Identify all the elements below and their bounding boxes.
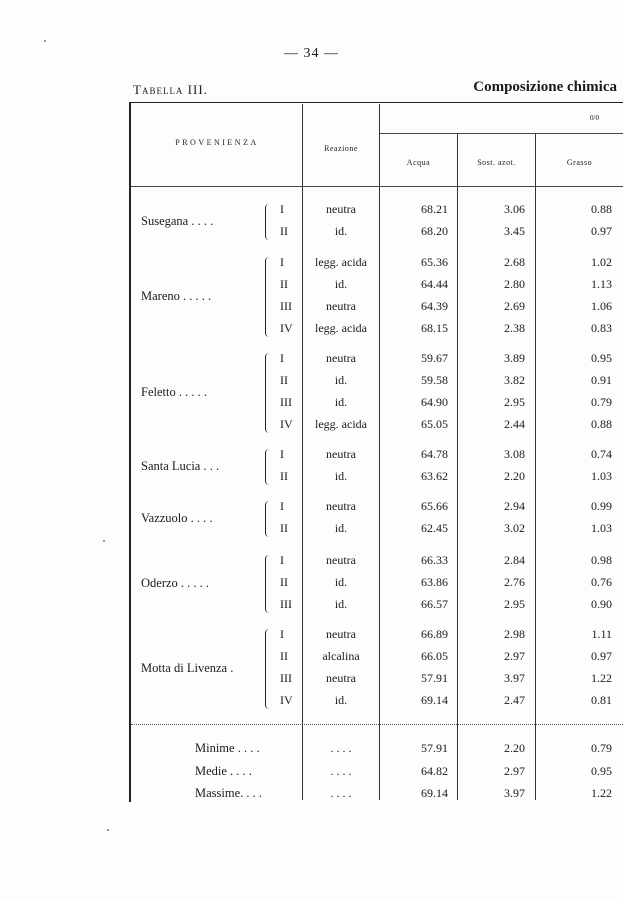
sample-number: I: [280, 202, 284, 216]
sost-azot-cell: 2.84: [504, 553, 525, 567]
reazione-cell: id.: [334, 277, 348, 291]
sample-number: II: [280, 521, 288, 535]
summary-label: Medie . . . .: [195, 764, 252, 778]
summary-sost-azot: 2.20: [504, 741, 525, 755]
acqua-cell: 69.14: [421, 693, 448, 707]
summary-label: Minime . . . .: [195, 741, 260, 755]
table-top-rule: [129, 102, 623, 103]
location-label: Vazzuolo . . . .: [141, 511, 213, 525]
sost-azot-cell: 2.94: [504, 499, 525, 513]
reazione-cell: neutra: [326, 553, 356, 567]
sost-azot-cell: 3.06: [504, 202, 525, 216]
sost-azot-cell: 2.68: [504, 255, 525, 269]
sost-azot-cell: 3.82: [504, 373, 525, 387]
summary-reazione: . . . .: [330, 786, 352, 800]
acqua-cell: 68.20: [421, 224, 448, 238]
sost-azot-cell: 3.02: [504, 521, 525, 535]
acqua-cell: 66.05: [421, 649, 448, 663]
grasso-cell: 0.95: [591, 351, 612, 365]
grasso-cell: 0.98: [591, 553, 612, 567]
header-subrule: [379, 133, 623, 134]
header-provenienza: PROVENIENZA: [175, 138, 259, 147]
acqua-cell: 63.62: [421, 469, 448, 483]
reazione-cell: id.: [334, 373, 348, 387]
acqua-cell: 65.66: [421, 499, 448, 513]
reazione-cell: neutra: [326, 299, 356, 313]
sample-number: I: [280, 627, 284, 641]
sample-number: I: [280, 553, 284, 567]
reazione-cell: neutra: [326, 447, 356, 461]
group-brace: [265, 501, 272, 537]
grasso-cell: 0.79: [591, 395, 612, 409]
acqua-cell: 64.90: [421, 395, 448, 409]
reazione-cell: neutra: [326, 671, 356, 685]
sample-number: II: [280, 224, 288, 238]
header-percent: 0/0: [590, 114, 599, 122]
grasso-cell: 0.91: [591, 373, 612, 387]
grasso-cell: 1.11: [591, 627, 612, 641]
summary-sost-azot: 2.97: [504, 764, 525, 778]
grasso-cell: 1.13: [591, 277, 612, 291]
summary-grasso: 0.79: [591, 741, 612, 755]
group-brace: [265, 629, 272, 709]
table-left-rule: [129, 102, 131, 802]
sost-azot-cell: 2.38: [504, 321, 525, 335]
location-label: Oderzo . . . . .: [141, 576, 210, 590]
acqua-cell: 59.58: [421, 373, 448, 387]
header-acqua: Acqua: [406, 158, 431, 167]
summary-acqua: 64.82: [421, 764, 448, 778]
group-brace: [265, 555, 272, 613]
acqua-cell: 68.15: [421, 321, 448, 335]
reazione-cell: neutra: [326, 351, 356, 365]
sample-number: III: [280, 597, 292, 611]
acqua-cell: 66.89: [421, 627, 448, 641]
group-brace: [265, 353, 272, 433]
column-rule: [535, 134, 536, 800]
acqua-cell: 64.39: [421, 299, 448, 313]
grasso-cell: 0.74: [591, 447, 612, 461]
header-sost-azot: Sost. azot.: [477, 158, 516, 167]
sost-azot-cell: 3.97: [504, 671, 525, 685]
grasso-cell: 1.03: [591, 521, 612, 535]
sost-azot-cell: 2.98: [504, 627, 525, 641]
column-rule: [457, 134, 458, 800]
grasso-cell: 0.88: [591, 417, 612, 431]
table-id: Tabella III.: [133, 82, 208, 97]
paper-speck: [103, 540, 105, 542]
acqua-cell: 57.91: [421, 671, 448, 685]
sost-azot-cell: 2.20: [504, 469, 525, 483]
grasso-cell: 0.97: [591, 224, 612, 238]
reazione-cell: id.: [334, 521, 348, 535]
grasso-cell: 1.02: [591, 255, 612, 269]
grasso-cell: 0.99: [591, 499, 612, 513]
acqua-cell: 63.86: [421, 575, 448, 589]
sample-number: II: [280, 373, 288, 387]
reazione-cell: alcalina: [322, 649, 360, 663]
summary-reazione: . . . .: [330, 741, 352, 755]
header-bottom-rule: [131, 186, 623, 187]
reazione-cell: id.: [334, 395, 348, 409]
sost-azot-cell: 3.45: [504, 224, 525, 238]
sample-number: III: [280, 671, 292, 685]
location-label: Mareno . . . . .: [141, 289, 212, 303]
grasso-cell: 0.90: [591, 597, 612, 611]
grasso-cell: 1.22: [591, 671, 612, 685]
reazione-cell: id.: [334, 224, 348, 238]
acqua-cell: 65.05: [421, 417, 448, 431]
sost-azot-cell: 2.47: [504, 693, 525, 707]
sample-number: I: [280, 447, 284, 461]
sost-azot-cell: 2.95: [504, 395, 525, 409]
section-title: Composizione chimica: [473, 79, 617, 95]
location-label: Motta di Livenza .: [141, 661, 234, 675]
reazione-cell: neutra: [326, 627, 356, 641]
summary-sost-azot: 3.97: [504, 786, 525, 800]
sample-number: III: [280, 299, 292, 313]
acqua-cell: 62.45: [421, 521, 448, 535]
reazione-cell: legg. acida: [315, 255, 367, 269]
summary-grasso: 1.22: [591, 786, 612, 800]
column-rule: [379, 104, 380, 800]
sost-azot-cell: 2.69: [504, 299, 525, 313]
sample-number: II: [280, 277, 288, 291]
location-label: Feletto . . . . .: [141, 385, 207, 399]
sost-azot-cell: 2.76: [504, 575, 525, 589]
reazione-cell: id.: [334, 597, 348, 611]
grasso-cell: 0.97: [591, 649, 612, 663]
summary-rule: [131, 724, 623, 725]
summary-acqua: 69.14: [421, 786, 448, 800]
sample-number: IV: [280, 321, 293, 335]
acqua-cell: 64.44: [421, 277, 448, 291]
grasso-cell: 0.81: [591, 693, 612, 707]
header-grasso: Grasso: [566, 158, 593, 167]
summary-grasso: 0.95: [591, 764, 612, 778]
location-label: Santa Lucia . . .: [141, 459, 220, 473]
grasso-cell: 0.76: [591, 575, 612, 589]
sample-number: I: [280, 255, 284, 269]
acqua-cell: 59.67: [421, 351, 448, 365]
reazione-cell: id.: [334, 693, 348, 707]
group-brace: [265, 257, 272, 337]
reazione-cell: legg. acida: [315, 417, 367, 431]
summary-acqua: 57.91: [421, 741, 448, 755]
grasso-cell: 0.83: [591, 321, 612, 335]
sample-number: IV: [280, 417, 293, 431]
sample-number: I: [280, 351, 284, 365]
sample-number: II: [280, 575, 288, 589]
sost-azot-cell: 2.95: [504, 597, 525, 611]
acqua-cell: 65.36: [421, 255, 448, 269]
group-brace: [265, 204, 272, 240]
summary-reazione: . . . .: [330, 764, 352, 778]
sost-azot-cell: 2.44: [504, 417, 525, 431]
sample-number: II: [280, 469, 288, 483]
paper-speck: [107, 829, 109, 831]
location-label: Susegana . . . .: [141, 214, 214, 228]
summary-label: Massime. . . .: [195, 786, 263, 800]
group-brace: [265, 449, 272, 485]
header-reazione: Reazione: [324, 144, 358, 153]
acqua-cell: 66.33: [421, 553, 448, 567]
reazione-cell: id.: [334, 575, 348, 589]
sost-azot-cell: 3.89: [504, 351, 525, 365]
grasso-cell: 1.03: [591, 469, 612, 483]
reazione-cell: legg. acida: [315, 321, 367, 335]
sost-azot-cell: 3.08: [504, 447, 525, 461]
acqua-cell: 68.21: [421, 202, 448, 216]
sost-azot-cell: 2.97: [504, 649, 525, 663]
sample-number: III: [280, 395, 292, 409]
acqua-cell: 64.78: [421, 447, 448, 461]
page-number: — 34 —: [284, 46, 339, 61]
sample-number: IV: [280, 693, 293, 707]
grasso-cell: 0.88: [591, 202, 612, 216]
reazione-cell: neutra: [326, 202, 356, 216]
reazione-cell: neutra: [326, 499, 356, 513]
reazione-cell: id.: [334, 469, 348, 483]
acqua-cell: 66.57: [421, 597, 448, 611]
grasso-cell: 1.06: [591, 299, 612, 313]
sample-number: I: [280, 499, 284, 513]
sample-number: II: [280, 649, 288, 663]
sost-azot-cell: 2.80: [504, 277, 525, 291]
paper-speck: [44, 40, 46, 42]
